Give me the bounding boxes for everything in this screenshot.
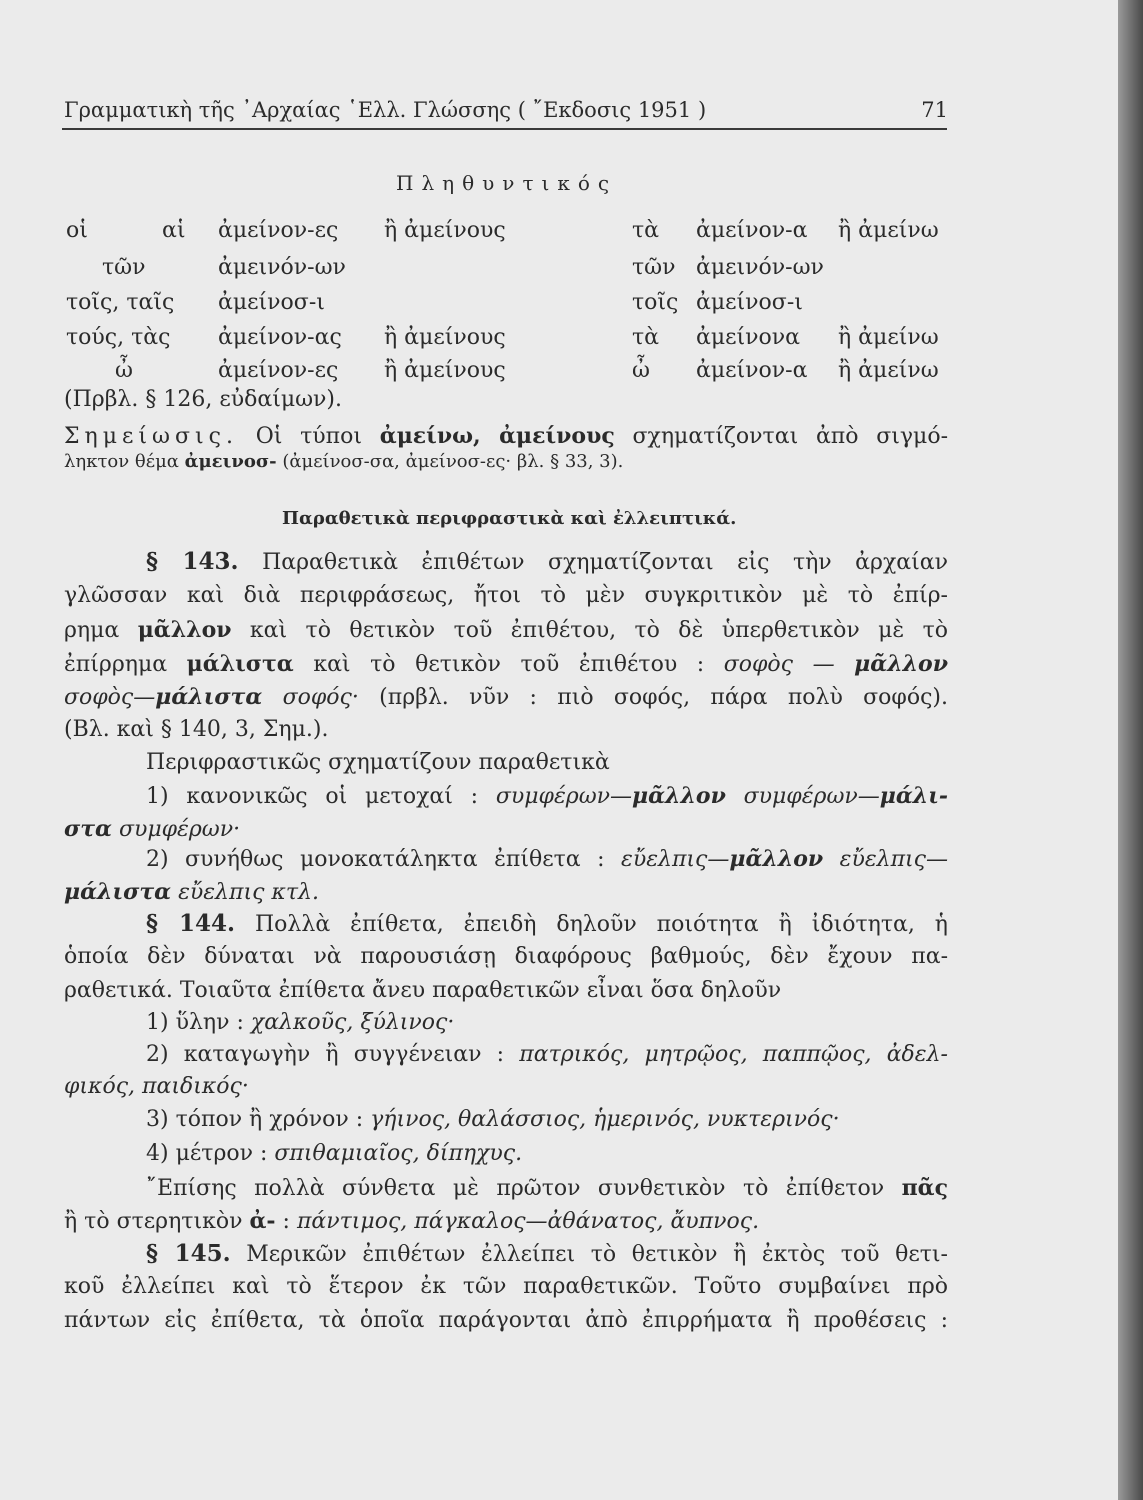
- right-form: ἀμεινόν-ων: [696, 255, 824, 280]
- left-article: τῶν: [102, 255, 146, 280]
- s144-item-2: [146, 1042, 948, 1067]
- keyword: στα: [64, 816, 112, 842]
- right-article: ὦ: [632, 358, 650, 383]
- s144-extra-1: [146, 1175, 948, 1201]
- plural-heading: Πληθυντικός: [396, 171, 618, 195]
- keyword: μάλιστα: [186, 651, 294, 677]
- left-alt: ἢ ἀμείνους: [384, 358, 506, 383]
- right-form: ἀμείνονα: [696, 325, 801, 350]
- keyword: μᾶλλον: [854, 651, 948, 677]
- keyword: μᾶλλον: [137, 617, 232, 643]
- right-form: ἀμείνον-α: [696, 218, 808, 243]
- left-article: τοῖς, ταῖς: [66, 290, 175, 315]
- note-text: (ἀμείνοσ-σα, ἀμείνοσ-ες· βλ. § 33, 3).: [282, 451, 624, 472]
- left-article: ὦ: [115, 358, 133, 383]
- note-label: Σημείωσις.: [64, 424, 238, 449]
- s144-item-3: [146, 1107, 840, 1132]
- left-form: ἀμεινόν-ων: [218, 255, 346, 280]
- item-text: 1) κανονικῶς οἱ μετοχαί :: [146, 784, 479, 809]
- s144-item-4: [146, 1141, 522, 1166]
- example: εὔελπις—: [839, 847, 948, 872]
- s143-item-1: [146, 783, 948, 809]
- right-alt: ἢ ἀμείνω: [838, 218, 939, 243]
- right-article: τὰ: [632, 218, 660, 243]
- s145-line-2: κοῦ ἐλλείπει καὶ τὸ ἕτερον ἐκ τῶν παραθετικῶν. Τοῦτο συμβαίνει πρὸ: [64, 1274, 948, 1299]
- left-alt: ἢ ἀμείνους: [384, 218, 506, 243]
- example: σοφὸς —: [723, 652, 835, 677]
- right-alt: ἢ ἀμείνω: [838, 325, 939, 350]
- example: συμφέρων—: [495, 784, 633, 809]
- left-article-1: οἱ: [66, 218, 88, 243]
- s144-line-2: ὁποία δὲν δύναται νὰ παρουσιάσῃ διαφόρους βαθμούς, δὲν ἔχουν πα-: [64, 944, 948, 969]
- example: χαλκοῦς, ξύλινος·: [250, 1010, 455, 1035]
- s143-line-2: γλῶσσαν καὶ διὰ περιφράσεως, ἤτοι τὸ μὲν συγκριτικὸν μὲ τὸ ἐπίρ-: [64, 583, 948, 608]
- s144-extra-2: [64, 1208, 759, 1234]
- s145-line-1: [64, 1240, 948, 1267]
- keyword: ἀ-: [249, 1208, 276, 1234]
- keyword: πᾶς: [901, 1175, 948, 1201]
- s143-item-2-cont: [64, 879, 319, 905]
- paragraph-text: :: [282, 1209, 290, 1234]
- paragraph-text: ρημα: [64, 618, 120, 643]
- left-article: τούς, τὰς: [66, 325, 171, 350]
- keyword: μᾶλλον: [632, 783, 726, 809]
- paragraph-text: Παραθετικὰ ἐπιθέτων σχηματίζονται εἰς τὴν ἀρχαίαν: [262, 550, 948, 575]
- s143-line-1: [64, 548, 948, 575]
- item-text: 3) τόπον ἢ χρόνον :: [146, 1107, 364, 1132]
- paragraph-text: ἢ τὸ στερητικὸν: [64, 1209, 243, 1234]
- item-text: 2) καταγωγὴν ἢ συγγένειαν :: [146, 1042, 505, 1067]
- note-text: Οἱ τύποι: [255, 424, 363, 449]
- example: πάντιμος, πάγκαλος—ἀθάνατος, ἄυπνος.: [296, 1209, 760, 1234]
- paragraph-text: καὶ τὸ θετικὸν τοῦ ἐπιθέτου, τὸ δὲ ὑπερθετικὸν μὲ τὸ: [249, 618, 949, 643]
- running-header: [64, 98, 948, 122]
- section-number: § 143.: [146, 548, 239, 575]
- paragraph-text: καὶ τὸ θετικὸν τοῦ ἐπιθέτου :: [313, 652, 705, 677]
- paragraph-text: Μερικῶν ἐπιθέτων ἐλλείπει τὸ θετικὸν ἢ ἐκτὸς τοῦ θετι-: [246, 1242, 948, 1267]
- example: εὔελπις: [178, 880, 265, 905]
- left-form: ἀμείνον-ες: [218, 358, 339, 383]
- example: σπιθαμιαῖος, δίπηχυς.: [274, 1141, 523, 1166]
- example: κτλ.: [271, 880, 319, 905]
- keyword: μάλι-: [879, 783, 948, 809]
- paradigm-crossref: (Πρβλ. § 126, εὐδαίμων).: [64, 387, 343, 412]
- note-line-2: [64, 451, 623, 472]
- example: συμφέρων—: [743, 784, 880, 809]
- s143-line-3: [64, 617, 948, 643]
- note-line-1: [64, 423, 948, 449]
- right-article: τῶν: [632, 255, 676, 280]
- s143-line-4: [64, 651, 948, 677]
- paragraph-text: Πολλὰ ἐπίθετα, ἐπειδὴ δηλοῦν ποιότητα ἢ ἰδιότητα, ἡ: [255, 912, 948, 937]
- section-heading: Παραθετικὰ περιφραστικὰ καὶ ἐλλειπτικά.: [282, 508, 737, 529]
- keyword: μάλιστα: [155, 684, 263, 710]
- s143-para-2: Περιφραστικῶς σχηματίζουν παραθετικὰ: [146, 750, 610, 775]
- header-rule: [62, 128, 947, 130]
- example: συμφέρων·: [118, 817, 241, 842]
- s144-line-1: [64, 910, 948, 937]
- left-form: ἀμείνον-ας: [218, 325, 342, 350]
- s144-line-3: ραθετικά. Τοιαῦτα ἐπίθετα ἄνευ παραθετικῶν εἶναι ὅσα δηλοῦν: [64, 978, 782, 1003]
- left-form: ἀμείνοσ-ι: [218, 290, 325, 315]
- example: εὔελπις—: [621, 847, 730, 872]
- note-forms: ἀμείνω, ἀμείνους: [379, 423, 615, 449]
- section-number: § 144.: [146, 910, 236, 937]
- left-form: ἀμείνον-ες: [218, 218, 339, 243]
- example: σοφὸς—: [64, 685, 156, 710]
- item-text: 2) συνήθως μονοκατάληκτα ἐπίθετα :: [146, 847, 605, 872]
- page-number: 71: [921, 98, 948, 122]
- s144-item-1: [146, 1010, 454, 1035]
- item-text: 4) μέτρον :: [146, 1141, 268, 1166]
- right-alt: ἢ ἀμείνω: [838, 358, 939, 383]
- note-text: σχηματίζονται ἀπὸ σιγμό-: [632, 424, 949, 449]
- s144-item-2-cont: φικός, παιδικός·: [64, 1074, 249, 1099]
- example: γήινος, θαλάσσιος, ἡμερινός, νυκτερινός·: [370, 1107, 840, 1132]
- right-form: ἀμείνον-α: [696, 358, 808, 383]
- s143-line-5: [64, 684, 948, 710]
- paragraph-text: ἐπίρρημα: [64, 652, 168, 677]
- s145-line-3: πάντων εἰς ἐπίθετα, τὰ ὁποῖα παράγονται ἀπὸ ἐπιρρήματα ἢ προθέσεις :: [64, 1308, 948, 1333]
- keyword: μάλιστα: [64, 879, 172, 905]
- item-text: 1) ὕλην :: [146, 1010, 244, 1035]
- paragraph-text: ῎Επίσης πολλὰ σύνθετα μὲ πρῶτον συνθετικὸν τὸ ἐπίθετον: [146, 1176, 885, 1201]
- left-alt: ἢ ἀμείνους: [384, 325, 506, 350]
- paragraph-text: (πρβλ. νῦν : πιὸ σοφός, πάρα πολὺ σοφός).: [379, 685, 948, 710]
- s143-item-2: [146, 846, 948, 872]
- note-stem: ἀμεινοσ-: [184, 451, 277, 472]
- example: σοφός·: [282, 685, 359, 710]
- section-number: § 145.: [146, 1240, 231, 1267]
- header-title: Γραμματικὴ τῆς ᾿Αρχαίας ῾Ελλ. Γλώσσης ( ῎Εκδοσις 1951 ): [64, 98, 707, 122]
- s143-line-6: (Βλ. καὶ § 140, 3, Σημ.).: [64, 717, 329, 742]
- right-article: τὰ: [632, 325, 660, 350]
- note-text: ληκτον θέμα: [64, 451, 179, 472]
- s143-item-1-cont: [64, 816, 240, 842]
- example: πατρικός, μητρῷος, παππῷος, ἀδελ-: [519, 1042, 948, 1067]
- keyword: μᾶλλον: [729, 846, 824, 872]
- right-form: ἀμείνοσ-ι: [696, 290, 803, 315]
- page-edge: [1118, 0, 1143, 1500]
- left-article-2: αἱ: [162, 218, 186, 243]
- right-article: τοῖς: [632, 290, 679, 315]
